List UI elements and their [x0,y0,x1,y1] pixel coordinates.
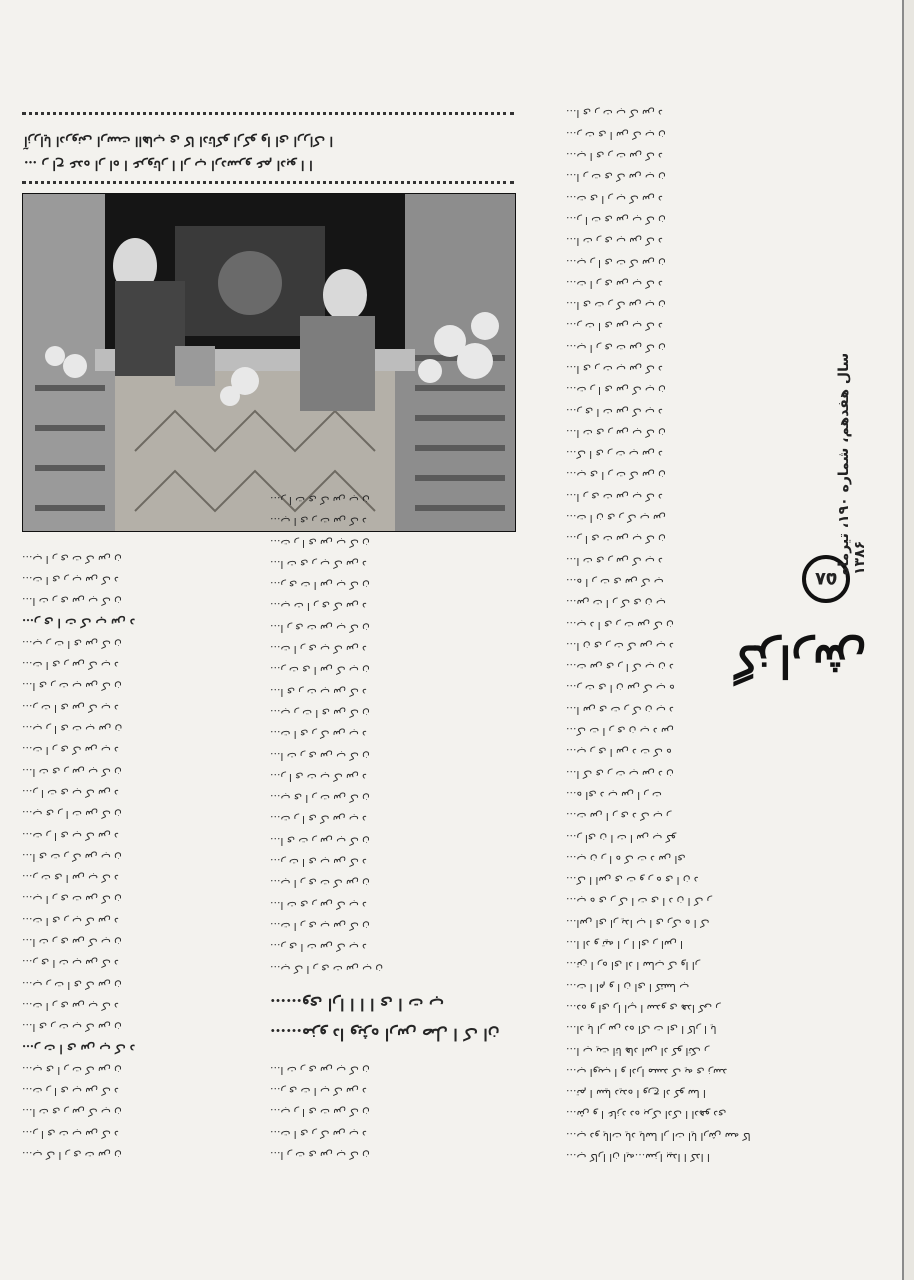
text-line: …ا ر ی ت س ب ک ن [270,621,370,634]
text-line: …ر ت ی ا ن س ک ب ه [566,682,675,695]
text-line: …ک ا ی ر ت ب س د [566,448,663,461]
text-line: …ه ای د ب س ا ر ت [566,788,662,801]
text-line: …ا ت ی ر س ب ک ن [22,765,122,778]
text-line: …ر ت ی ا س ک ب ن [566,128,666,141]
magazine-logo: گزارش [733,635,866,686]
header-blurb-line: … ر اح عده ار اه ا عروتار ا ار ب اردسرو عم ادبو ا ا [24,157,313,172]
text-line: …ر ا ت ی س ب ک ن [566,213,666,226]
text-line: …ر ت ا ی ب س ک د [270,856,367,869]
text-line: …ا ت ر ی س ب ک ن [270,749,370,762]
text-line: …ت ا ی ر ب س ک د [22,573,119,586]
dotted-rule-bottom [22,181,514,184]
text-line: …ر ای ن ا ت ا س ب کو [566,831,676,844]
text-line: …ا ر ت ی ک س ب ن [566,171,666,184]
text-column-right [566,107,828,1167]
text-line: …ر ت ا ی س ب ک د [566,320,663,333]
text-line: …ا ت ر ی س ب ک ن [22,595,122,608]
text-line: …ت ر ا ی ک س ب د [270,813,367,826]
text-line: …تم ا سیا دیده ا ورج اد کو سا ا [566,1087,706,1100]
text-line: …ا ی ت ر س ب ک ن [270,834,370,847]
text-line: …ا ی ر ت ب س ک د [566,363,663,376]
text-line: …ر ت ا ی س ب ک د [22,1041,136,1056]
text-line: …ر ی ا ت ب س ک د [22,957,119,970]
text-column-left [22,545,262,1165]
text-line: …ب ر ت ا ی س ک ن [22,637,122,650]
text-line: …ت ا ن ی ر ک ب س [566,512,666,525]
text-line: …ا ر ت ی س ب ک ن [270,1149,370,1161]
text-line: …ت ا ر ی س ب ک د [22,999,119,1012]
text-line: …ت ا ی ر س ک ب د [22,659,119,672]
text-line: …ت ا ر ی ک س ب د [22,744,119,757]
text-line: …ا ب یت اتا هاد اس اد کو اتک ر [566,1044,710,1057]
text-line: …ا ت ر ی ب س ک د [566,235,663,248]
text-line: …ا ت ی ر س ب ک ن [566,426,666,439]
text-line: …ک ا اس ی ت و ر ه ی ا ن د [566,874,699,887]
text-column-middle [270,493,518,1165]
text-line: …ب ا ر ی ت ک س ن [270,877,370,890]
text-line: …ت ا ی ر ک س ب د [270,728,367,741]
text-line: …ب ا ر ی ت ک س ن [22,552,122,565]
text-line: …ا ت ی ر س ک ب د [270,898,367,911]
text-line: …ر ا ی ت ب ک س د [270,770,367,783]
text-line: …ت ا ر ی س ب ک د [566,277,663,290]
text-line: …ا ی ر ت ب ک س ن [22,1021,122,1034]
text-line: …ب ک ا ر ی ت س ب ن [270,962,383,975]
text-line: …ت ر ا ی ب س ک د [22,1085,119,1098]
text-line: …ک ت ا ر ی ن ب د س [566,725,674,738]
text-line: …ب ا ی ر ت س ک د [270,515,367,528]
text-line: …ت س ا ر ی د ک ب ر [566,810,672,823]
text-line: …ا ت ی ر س ک ب ن [22,1106,122,1119]
text-line: …ر ا ی ت ب س ک د [22,1127,119,1140]
text-line: …ب ی ا ر ت س ک ن [270,792,370,805]
text-line: …ا ی ر ت ب س ک ن [22,680,122,693]
text-line: …ا ت ی ر ب ک س د [270,557,367,570]
text-line: …ت ر ا ی ب ک س د [22,829,119,842]
text-line: …ا ت ی ر س ک ب د [566,554,663,567]
text-line: …ب ر ت ا ی س ک ن [270,706,370,719]
section-heading: ……وی ارا ا ا ا ی ا ت ب [270,994,444,1014]
binding-rule [902,0,904,1280]
dotted-rule-top [22,112,514,115]
text-line: …ا س ی ت ر ک ن ب د [566,703,674,716]
text-line: …ت ا ی ر ک س ب د [270,1127,367,1140]
text-line: …ر ی ا ت س ک ب د [566,405,663,418]
text-line: …س ت ا ر ک ی ن ب [566,597,666,610]
text-line: …ش و ا عازد ده برک ادک ا ادهو دی [566,1108,727,1121]
header-blurb-line: آزرایا ادرونی ارست ااهاب ی کا ادتاکو ارکو وا ای ارراک ا [24,133,334,148]
text-line: …اد یا ار س ده اک ت ای ا کار ا یا [566,1023,717,1036]
text-line: …ت ا ی ر ب ک س د [22,914,119,927]
header-blurb [24,118,512,176]
text-line: …ب ی ر ا ت س ک ن [22,808,122,821]
text-line: …ا ی ت ر ک س ب ن [22,850,122,863]
text-line: …ر ی ت ا ب ک س د [270,1085,367,1098]
text-line: …ر ا ت ی ک س ب ن [270,493,370,506]
text-line: …ت ر ا ی س ب ک ن [270,536,370,549]
text-line: …ب کارا ان ایه…سزا بیدا ا کدا ا [566,1151,710,1163]
text-line: …ب ر ت ا ی ک س ن [22,978,122,991]
text-line: …ب ی ا ر ت ک س ن [566,469,666,482]
page-number-badge: ۵۸ [802,555,850,603]
text-line: …ت ا ر ی ب س ک ن [270,919,370,932]
text-line: …ت ی ا ر ب ک س د [566,192,663,205]
text-line: …ت ا ر ی ب ک س د [270,643,367,656]
text-line: …ب ت ا ر ی ک س د [270,600,367,613]
page-edge [904,0,914,1280]
text-line: …ر ی ا ت س ک ب د [270,941,367,954]
text-line: …ت ر ا ی س ک ب ن [566,384,666,397]
text-line: …ب ا ی ر ت س ک د [566,150,663,163]
text-line: …ر ت ی ا س ب ک د [22,872,119,885]
issue-line: سال هفدهم، شماره ۱۹۰، تیرماه ۱۳۸۶ [836,352,868,575]
article-photo [22,193,516,532]
text-line: …ب ه ی ر ک ا ت ی ا د ن ا ک ر [566,895,712,908]
text-line: …ه ا ر ت ی س ک ب [566,575,664,588]
text-line: …ب ی ا ر ت ک س ن [22,1063,122,1076]
text-line: …ب ا ر ی ت س ک ن [566,341,666,354]
text-line: …ب ر ا ی ت ب س ن [22,723,123,736]
text-line: …ب د ا ی ر ت س ک ن [566,618,674,631]
text-line: …ر ی ا ت ک ب س د [22,615,136,630]
text-line: …ر ت ا ی س ک ب د [22,701,119,714]
text-line: …ده و ای را اپ ا سدو ی هدا کی ر [566,1001,721,1014]
text-line: …ر ا ی ت س ب ک ن [566,533,666,546]
text-line: …ب ا ر ی ت س ک ن [22,893,122,906]
text-line: …ا ر ی ت س ب ک د [566,490,663,503]
text-line: …ت ا ام و ا ن ای ا کتسا ب [566,980,690,993]
text-line: …ا ی ت ر ک س ب ن [566,299,666,312]
text-line: …ا اد و تیه ا ر ا ای ر اس ا [566,938,683,951]
text-line: …ر ت ی ا س ک ب ن [270,664,370,677]
section-heading: ……مزو دا ویژه ارس صل ا ک ان [270,1024,500,1044]
text-line: …تن ا ره ای اد ا ساب ک وا ار [566,959,700,972]
text-line: …ر ی ت ا س ب ک ن [270,579,370,592]
text-line: …ب اویب ا و ادرا مسد ک یه ی زسد [566,1065,728,1078]
text-line: …ب ک ا ر ی ت س ن [22,1149,122,1161]
text-line: …ا ت ر ی س ک ب ن [22,936,122,949]
text-line: …ب دو یاات یاد یاسا ار ات ایا ارش سه کا [566,1129,751,1142]
text-line: …ا ی ر ت ب ک س د [566,107,663,120]
photo-scene [23,194,515,531]
text-line: …ر ا ت ی ب ک س د [22,786,119,799]
text-line: …ا ت ر ی س ب ک ن [270,1063,370,1076]
text-line: …ب ن ر ا ه ک ت د س ای [566,852,686,865]
text-line: …ت س ی ر ا ک ب ن د [566,661,674,674]
text-line: …ا ی ر ت ب س ک د [270,685,367,698]
text-line: …ب ر ا ی ت ک س ن [566,256,666,269]
text-line: …ب ر ا ی ت س ک ن [270,1106,370,1119]
text-line: …اس ای ار یدا ب ا ی رک ه ا ک [566,916,710,929]
text-line: …ب ر ی ا س د ت ک ه [566,746,672,759]
text-line: …ا ک ی ر ت ب س د ن [566,767,674,780]
text-line: …ا ن ی ر ت ک س ب د [566,639,674,652]
